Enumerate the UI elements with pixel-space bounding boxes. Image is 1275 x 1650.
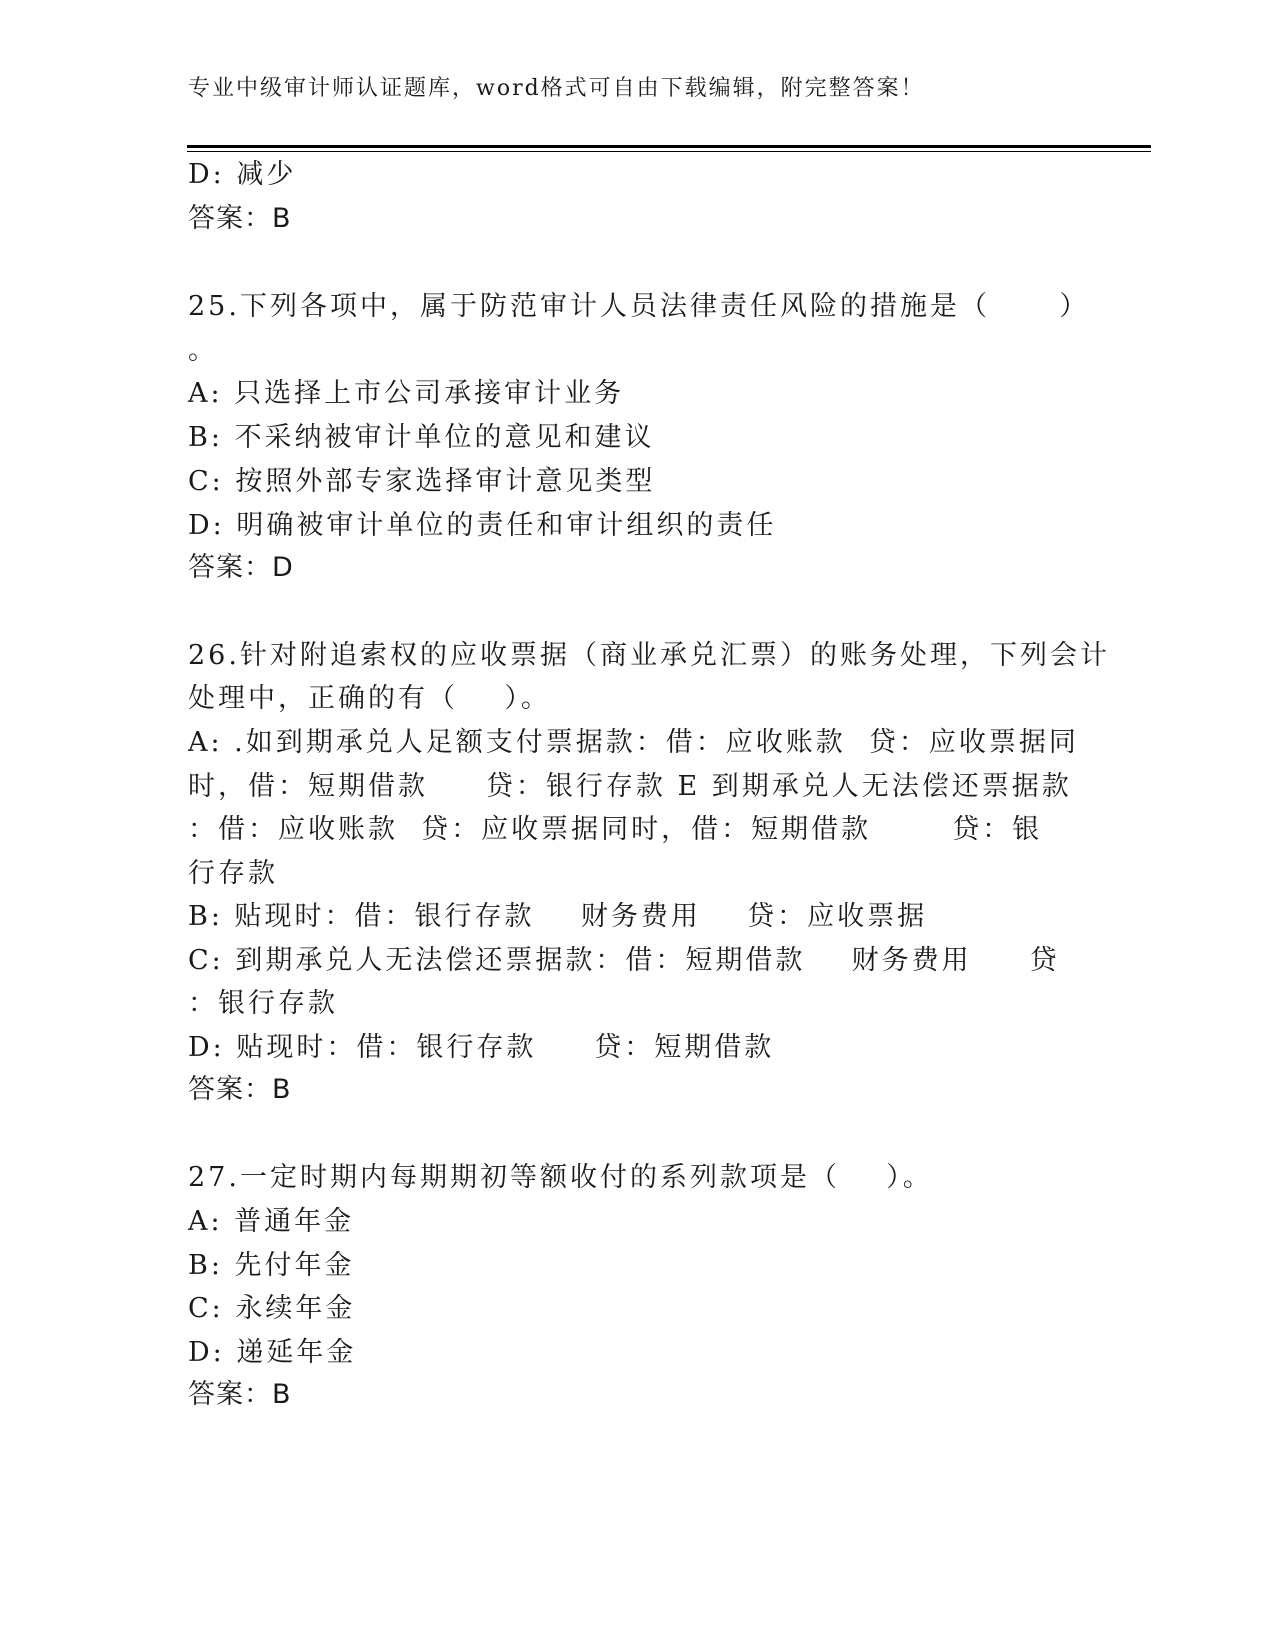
q27-stem: 27.一定时期内每期期初等额收付的系列款项是（ ）。 bbox=[188, 1162, 933, 1193]
q24-answer: 答案：B bbox=[188, 203, 292, 234]
q25-stem-line2: 。 bbox=[188, 335, 218, 366]
q27-option-d: D: 递延年金 bbox=[188, 1337, 357, 1368]
q26-option-a-line4: 行存款 bbox=[188, 858, 278, 889]
q26-stem-line1: 26.针对附追索权的应收票据（商业承兑汇票）的账务处理，下列会计 bbox=[188, 640, 1110, 671]
q24-option-d: D: 减少 bbox=[188, 159, 297, 190]
q26-option-a-line2: 时，借：短期借款 贷：银行存款 E 到期承兑人无法偿还票据款 bbox=[188, 771, 1072, 802]
header-rule-thick bbox=[187, 145, 1151, 148]
page-header: 专业中级审计师认证题库，word格式可自由下载编辑，附完整答案！ bbox=[188, 76, 925, 101]
q27-option-b: B: 先付年金 bbox=[188, 1250, 355, 1281]
q26-option-c-line1: C: 到期承兑人无法偿还票据款：借：短期借款 财务费用 贷 bbox=[188, 945, 1060, 976]
q25-option-d: D: 明确被审计单位的责任和审计组织的责任 bbox=[188, 510, 777, 541]
q25-option-a: A: 只选择上市公司承接审计业务 bbox=[188, 378, 625, 409]
q26-option-a-line3: ：借：应收账款 贷：应收票据同时，借：短期借款 贷：银 bbox=[188, 814, 1043, 845]
q26-option-c-line2: ：银行存款 bbox=[188, 988, 338, 1019]
q25-answer: 答案：D bbox=[188, 552, 294, 583]
q25-option-c: C: 按照外部专家选择审计意见类型 bbox=[188, 466, 656, 497]
q26-option-a-line1: A: .如到期承兑人足额支付票据款：借：应收账款 贷：应收票据同 bbox=[188, 727, 1079, 758]
q27-option-c: C: 永续年金 bbox=[188, 1293, 356, 1324]
q25-option-b: B: 不采纳被审计单位的意见和建议 bbox=[188, 422, 655, 453]
q26-option-b: B: 贴现时：借：银行存款 财务费用 贷：应收票据 bbox=[188, 901, 928, 932]
q26-stem-line2: 处理中，正确的有（ ）。 bbox=[188, 683, 551, 714]
q26-answer: 答案：B bbox=[188, 1074, 292, 1105]
q25-stem-line1: 25.下列各项中，属于防范审计人员法律责任风险的措施是（ ） bbox=[188, 291, 1090, 322]
q26-option-d: D: 贴现时：借：银行存款 贷：短期借款 bbox=[188, 1032, 775, 1063]
q27-answer: 答案：B bbox=[188, 1379, 292, 1410]
q27-option-a: A: 普通年金 bbox=[188, 1206, 355, 1237]
header-rule-thin bbox=[187, 151, 1151, 152]
